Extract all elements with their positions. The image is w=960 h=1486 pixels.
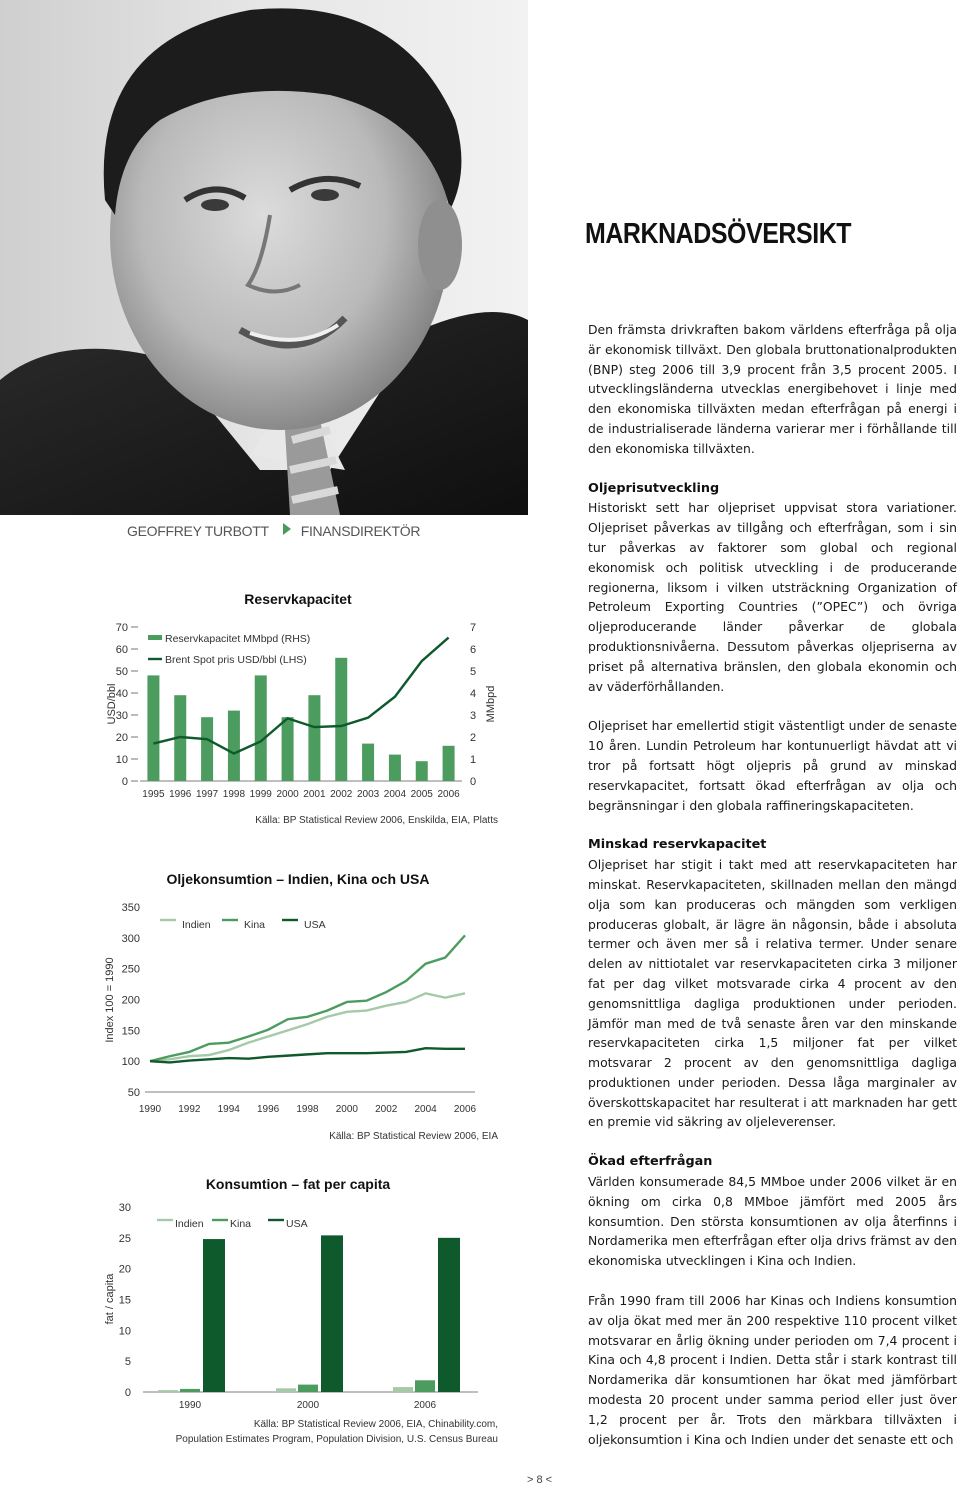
y-axis-label: fat / capita <box>104 1273 116 1325</box>
y-right-tick-label: 4 <box>470 688 477 700</box>
y-axis-label: Index 100 = 1990 <box>104 957 116 1043</box>
bar-reservkapacitet <box>389 755 401 781</box>
chart-source-line-1: Källa: BP Statistical Review 2006, EIA, Chinability.com, <box>253 1419 498 1430</box>
bar-kina <box>298 1385 318 1392</box>
y-tick-label: 25 <box>118 1232 131 1245</box>
y-tick-label: 350 <box>121 902 140 914</box>
caption-arrow-icon <box>283 523 291 535</box>
y-right-tick-label: 0 <box>470 776 477 788</box>
section-heading-reservkapacitet: Minskad reservkapacitet <box>588 837 767 853</box>
y-axis-label: USD/bbl <box>106 683 118 725</box>
y-right-tick-label: 3 <box>470 710 477 722</box>
person-name: GEOFFREY TURBOTT <box>127 523 269 539</box>
x-tick-label: 1990 <box>178 1400 202 1411</box>
x-tick-label: 2006 <box>453 1104 477 1115</box>
paragraph: Historiskt sett har oljepriset uppvisat stora variationer. Oljepriset påverkas av tillgång och efterfrågan, som i sin tur påverkas av faktorer som global och regional ekonomisk och politisk utveckling i de producerande regionerna, liksom i vilken utsträckning Organization of Petroleum Exporting Countries (”OPEC”) och övriga oljeproducerande länder påverkar de globala produktionsnivåerna. Dessutom påverkas oljepriserna av priset på alternativa bränslen, den globala ekonomin och av väderförhållanden. <box>588 500 957 694</box>
bar-indien <box>158 1390 178 1392</box>
series-line-indien <box>150 993 465 1061</box>
x-tick-label: 1992 <box>178 1104 201 1115</box>
y-tick-label: 10 <box>118 1325 131 1338</box>
paragraph: Världen konsumerade 84,5 MMboe under 2006 vilket är en ökning om cirka 0,8 MMboe jämfört med 2005 års konsumtion. Den största konsumtionen av olja återfinns i Nordamerika men efterfrågan efter olja drivs främst av den ekonomiska utvecklingen i Kina och Indien. <box>588 1174 958 1269</box>
chart-source-line-2: Population Estimates Program, Population Division, U.S. Census Bureau <box>175 1434 498 1445</box>
bar-reservkapacitet <box>362 744 374 781</box>
bar-kina <box>180 1389 200 1392</box>
x-tick-label: 2003 <box>356 789 380 800</box>
y-right-tick-label: 2 <box>470 732 477 744</box>
x-tick-label: 1996 <box>257 1104 280 1115</box>
y-tick-label: 100 <box>121 1056 140 1069</box>
x-tick-label: 2000 <box>296 1400 320 1411</box>
paragraph: Oljepriset har stigit i takt med att reservkapaciteten har minskat. Reservkapaciteten, skillnaden mellan den mängd olja som kan produceras och mängden som verkligen produceras globalt, är lägre än någonsin, både i absoluta termer och även mer så i relativa termer. Under senare delen av nittiotalet var reservkapaciteten cirka 3 miljoner fat per dag vilket motsvarade cirka 4 procent av den genomsnittliga dagliga produktionen under perioden. Jämför man med de två senaste åren var den minskande reservkapaciteten cirka 1,5 miljoner fat per vilket motsvarar 2 procent av den genomsnittliga dagliga produktionen under perioden. Dessa låga marginaler av överskottskapacitet har resulterat i att marknaden har gett en premie vid säkring av oljeleverenser. <box>588 857 957 1130</box>
bar-reservkapacitet <box>335 658 347 781</box>
chart-reservkapacitet <box>0 580 528 830</box>
x-tick-label: 1995 <box>142 789 165 800</box>
paragraph: Oljepriset har emellertid stigit västentligt under de senaste 10 åren. Lundin Petroleum har kontunuerligt hävdat att vi tror på fortsatt högt oljepris på grund av minskad reservkapacitet, fortsatt ökad efterfrågan av olja och begränsningar i den globala raffineringskapaciteten. <box>588 718 957 813</box>
x-tick-label: 2005 <box>410 789 433 800</box>
page-title: MARKNADSÖVERSIKT <box>585 218 852 250</box>
series-line-kina <box>150 935 465 1061</box>
x-tick-label: 2006 <box>437 789 460 800</box>
y-tick-label: 0 <box>121 776 128 788</box>
article-text <box>588 320 957 1449</box>
legend-label: USA <box>304 919 326 931</box>
y-right-tick-label: 7 <box>470 622 477 634</box>
x-tick-label: 2006 <box>413 1400 437 1411</box>
chart-title: Konsumtion – fat per capita <box>205 1176 391 1192</box>
y-tick-label: 10 <box>115 754 128 766</box>
legend-label: Brent Spot pris USD/bbl (LHS) <box>165 654 307 666</box>
bar-kina <box>415 1380 435 1392</box>
y-right-tick-label: 1 <box>470 754 477 766</box>
y-tick-label: 50 <box>115 666 128 678</box>
x-tick-label: 1997 <box>195 789 219 800</box>
y-tick-label: 250 <box>121 963 140 976</box>
y-tick-label: 5 <box>124 1356 131 1369</box>
y-tick-label: 15 <box>118 1294 131 1307</box>
section-heading-efterfragan: Ökad efterfrågan <box>588 1154 713 1170</box>
bar-indien <box>393 1387 413 1392</box>
page-number: > 8 < <box>527 1474 553 1486</box>
bar-usa <box>203 1239 225 1392</box>
legend-label: Kina <box>244 919 266 931</box>
paragraph: Från 1990 fram till 2006 har Kinas och Indiens konsumtion av olja ökat med mer än 200 respektive 110 procent vilket motsvarar en årlig ökning under perioden om 7,4 procent i Kina och 4,8 procent i Indien. Detta står i stark kontrast till Nordamerika där konsumtionen har ökat med jämförbart modesta 20 procent under samma period eller just över 1,2 procent per år. Trots den märkbara tillväxten i oljekonsumtion i Kina och Indien under det senaste ett och <box>588 1293 957 1447</box>
chart-title: Reservkapacitet <box>244 591 352 607</box>
chart-title: Oljekonsumtion – Indien, Kina och USA <box>166 871 430 887</box>
legend-swatch-reservkapacitet <box>148 635 162 640</box>
bar-reservkapacitet <box>201 717 213 781</box>
bar-reservkapacitet <box>416 761 428 781</box>
bar-reservkapacitet <box>147 675 159 781</box>
y-tick-label: 70 <box>115 622 128 634</box>
x-tick-label: 1998 <box>296 1104 319 1115</box>
x-tick-label: 2004 <box>414 1104 437 1115</box>
y-tick-label: 40 <box>115 688 128 700</box>
x-tick-label: 2001 <box>303 789 326 800</box>
y-right-axis-label: MMbpd <box>485 685 497 723</box>
bar-reservkapacitet <box>228 711 240 781</box>
bar-reservkapacitet <box>443 746 455 781</box>
x-tick-label: 2002 <box>375 1104 398 1115</box>
bar-reservkapacitet <box>255 675 267 781</box>
y-tick-label: 200 <box>121 994 140 1007</box>
portrait-illustration <box>0 0 528 515</box>
x-tick-label: 1998 <box>222 789 246 800</box>
y-tick-label: 300 <box>121 932 140 945</box>
legend-label: Indien <box>175 1218 204 1230</box>
chart-oljekonsumtion <box>0 860 528 1150</box>
y-right-tick-label: 5 <box>470 666 477 678</box>
x-tick-label: 2000 <box>335 1104 358 1115</box>
x-tick-label: 1999 <box>249 789 272 800</box>
legend-label: Kina <box>230 1218 252 1230</box>
legend-label: Indien <box>182 919 211 931</box>
y-tick-label: 0 <box>124 1387 131 1399</box>
intro-paragraph: Den främsta drivkraften bakom världens efterfråga på olja är ekonomisk tillväxt. Den globala bruttonationalprodukten (BNP) steg 2006 till 3,9 procent från 3,5 procent 2005. I utvecklingsländerna utvecklas energibehovet i linje med den ekonomiska tillväxten medan efterfrågan på energi i de industrialiserade länderna varierar mer i förhållande till den ekonomiska tillväxten. <box>588 322 957 456</box>
photo-caption <box>127 523 420 539</box>
x-tick-label: 2000 <box>276 789 299 800</box>
chart-konsumtion-per-capita <box>0 1165 528 1455</box>
y-tick-label: 30 <box>115 710 128 722</box>
legend-label: USA <box>286 1218 308 1230</box>
bar-usa <box>321 1235 343 1392</box>
y-tick-label: 30 <box>118 1202 131 1214</box>
y-tick-label: 50 <box>127 1087 140 1099</box>
x-tick-label: 2002 <box>330 789 353 800</box>
x-tick-label: 1996 <box>169 789 192 800</box>
y-tick-label: 20 <box>115 732 128 744</box>
bar-reservkapacitet <box>308 695 320 781</box>
bar-indien <box>276 1388 296 1392</box>
chart-source: Källa: BP Statistical Review 2006, EIA <box>329 1131 498 1142</box>
portrait-photo <box>0 0 528 515</box>
section-heading-oljeprisutveckling: Oljeprisutveckling <box>588 480 720 496</box>
x-tick-label: 1994 <box>217 1104 240 1115</box>
chart-source: Källa: BP Statistical Review 2006, Enskilda, EIA, Platts <box>255 815 498 826</box>
y-tick-label: 60 <box>115 644 128 656</box>
bar-usa <box>438 1238 460 1392</box>
y-tick-label: 20 <box>118 1263 131 1276</box>
y-tick-label: 150 <box>121 1025 140 1038</box>
y-right-tick-label: 6 <box>470 644 477 656</box>
legend-label: Reservkapacitet MMbpd (RHS) <box>165 633 311 645</box>
x-tick-label: 1990 <box>138 1104 162 1115</box>
x-tick-label: 2004 <box>383 789 407 800</box>
person-role: FINANSDIREKTÖR <box>300 523 421 539</box>
bar-reservkapacitet <box>282 717 294 781</box>
